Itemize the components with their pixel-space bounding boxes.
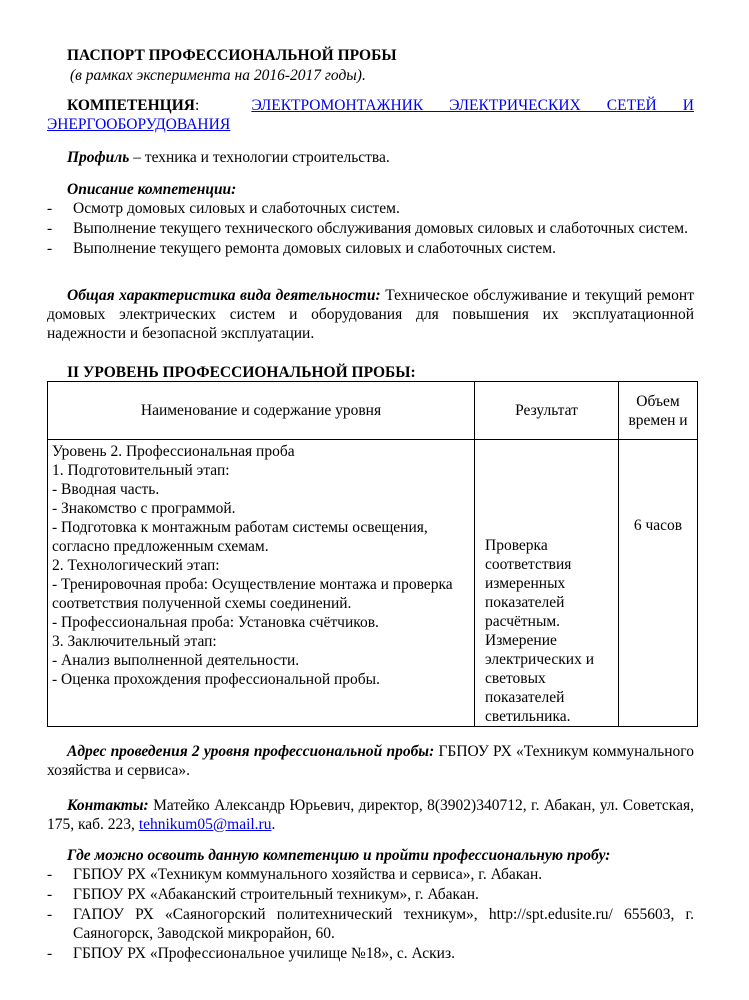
content-line: - Знакомство с программой. (52, 500, 236, 517)
general-paragraph (47, 286, 694, 343)
general-label: Общая характеристика вида деятельности: (67, 287, 381, 304)
document-subtitle: (в рамках эксперимента на 2016-2017 годы). (70, 67, 366, 84)
list-item: - Осмотр домовых силовых и слаботочных систем. (47, 200, 400, 217)
contacts-end: . (271, 816, 276, 833)
competence-block (47, 96, 694, 134)
content-line: - Оценка прохождения профессиональной пробы. (52, 671, 380, 688)
description-list (47, 199, 694, 258)
list-item-text: ГБПОУ РХ «Техникум коммунального хозяйства и сервиса», г. Абакан. (73, 866, 543, 883)
content-line: - Профессиональная проба: Установка счётчиков. (52, 614, 379, 631)
competence-link[interactable]: ЭЛЕКТРОМОНТАЖНИК ЭЛЕКТРИЧЕСКИХ СЕТЕЙ И (251, 97, 694, 114)
where-heading: Где можно освоить данную компетенцию и пройти профессиональную пробу: (67, 847, 611, 864)
profile-line (67, 148, 390, 167)
content-line: - Подготовка к монтажным работам системы освещения, согласно предложенным схемам. (52, 519, 428, 555)
contacts-label: Контакты: (67, 797, 149, 814)
table-header-row (48, 382, 698, 440)
list-item-text: ГАПОУ РХ «Саяногорский политехнический техникум», http://spt.edusite.ru/ 655603, г. Саяногорск, Заводской микрорайон, 60. (73, 906, 694, 942)
list-item: - ГБПОУ РХ «Профессиональное училище №18», с. Аскиз. (47, 945, 455, 962)
content-line: - Вводная часть. (52, 481, 160, 498)
address-text: ГБПОУ РХ «Техникум коммунального хозяйства и сервиса». (47, 743, 694, 779)
table-row (48, 440, 698, 727)
level-heading: II УРОВЕНЬ ПРОФЕССИОНАЛЬНОЙ ПРОБЫ: (67, 364, 416, 381)
table-cell-time: 6 часов (619, 440, 698, 727)
general-text: Техническое обслуживание и текущий ремонт домовых электрических систем и оборудования для повышения их эксплуатационной надежности и безопасной эксплуатации. (47, 287, 694, 342)
content-line: Уровень 2. Профессиональная проба (52, 443, 295, 460)
address-label: Адрес проведения 2 уровня профессиональной пробы: (67, 743, 435, 760)
address-paragraph (47, 742, 694, 780)
list-item-text: Осмотр домовых силовых и слаботочных систем. (73, 200, 400, 217)
table-header-cell: Объем времен и (619, 382, 698, 440)
list-item-text: ГБПОУ РХ «Абаканский строительный техникум», г. Абакан. (73, 886, 479, 903)
profile-label: Профиль (67, 149, 130, 166)
list-item-text: ГБПОУ РХ «Профессиональное училище №18», с. Аскиз. (73, 945, 455, 962)
table-header-cell: Наименование и содержание уровня (48, 382, 475, 440)
document-title: ПАСПОРТ ПРОФЕССИОНАЛЬНОЙ ПРОБЫ (67, 47, 397, 64)
table-cell-result: Проверка соответствия измеренных показателей расчётным. Измерение электрических и световых показателей светильника. (475, 440, 619, 727)
level-table (47, 381, 698, 727)
contacts-email-link[interactable]: tehnikum05@mail.ru (138, 816, 272, 833)
list-item-text: Выполнение текущего ремонта домовых силовых и слаботочных систем. (73, 240, 556, 257)
contacts-paragraph (47, 796, 694, 834)
list-item-text: Выполнение текущего технического обслуживания домовых силовых и слаботочных систем. (73, 220, 688, 237)
table-cell-content (48, 440, 475, 727)
competence-colon: : (194, 97, 200, 114)
where-list (47, 865, 694, 963)
list-item: - ГБПОУ РХ «Абаканский строительный техникум», г. Абакан. (47, 886, 479, 903)
competence-label: КОМПЕТЕНЦИЯ (67, 97, 195, 114)
list-item: - ГБПОУ РХ «Техникум коммунального хозяйства и сервиса», г. Абакан. (47, 866, 543, 883)
content-line: 3. Заключительный этап: (52, 633, 217, 650)
list-item: - Выполнение текущего ремонта домовых силовых и слаботочных систем. (47, 240, 556, 257)
competence-link-line2[interactable]: ЭНЕРГООБОРУДОВАНИЯ (47, 116, 231, 133)
table-header-cell: Результат (475, 382, 619, 440)
content-line: - Анализ выполненной деятельности. (52, 652, 300, 669)
contacts-text: Матейко Александр Юрьевич, директор, 8(3902)340712, г. Абакан, ул. Советская, 175, каб. 223, (47, 797, 694, 833)
content-line: 1. Подготовительный этап: (52, 462, 230, 479)
description-heading: Описание компетенции: (67, 181, 237, 198)
list-item: - ГАПОУ РХ «Саяногорский политехнический техникум», http://spt.edusite.ru/ 655603, г. Саяногорск, Заводской микрорайон, 60. (47, 906, 694, 942)
content-line: - Тренировочная проба: Осуществление монтажа и проверка соответствия полученной схемы соединений. (52, 576, 453, 612)
list-item: - Выполнение текущего технического обслуживания домовых силовых и слаботочных систем. (47, 220, 688, 237)
content-line: 2. Технологический этап: (52, 557, 220, 574)
profile-text: – техника и технологии строительства. (129, 149, 390, 166)
